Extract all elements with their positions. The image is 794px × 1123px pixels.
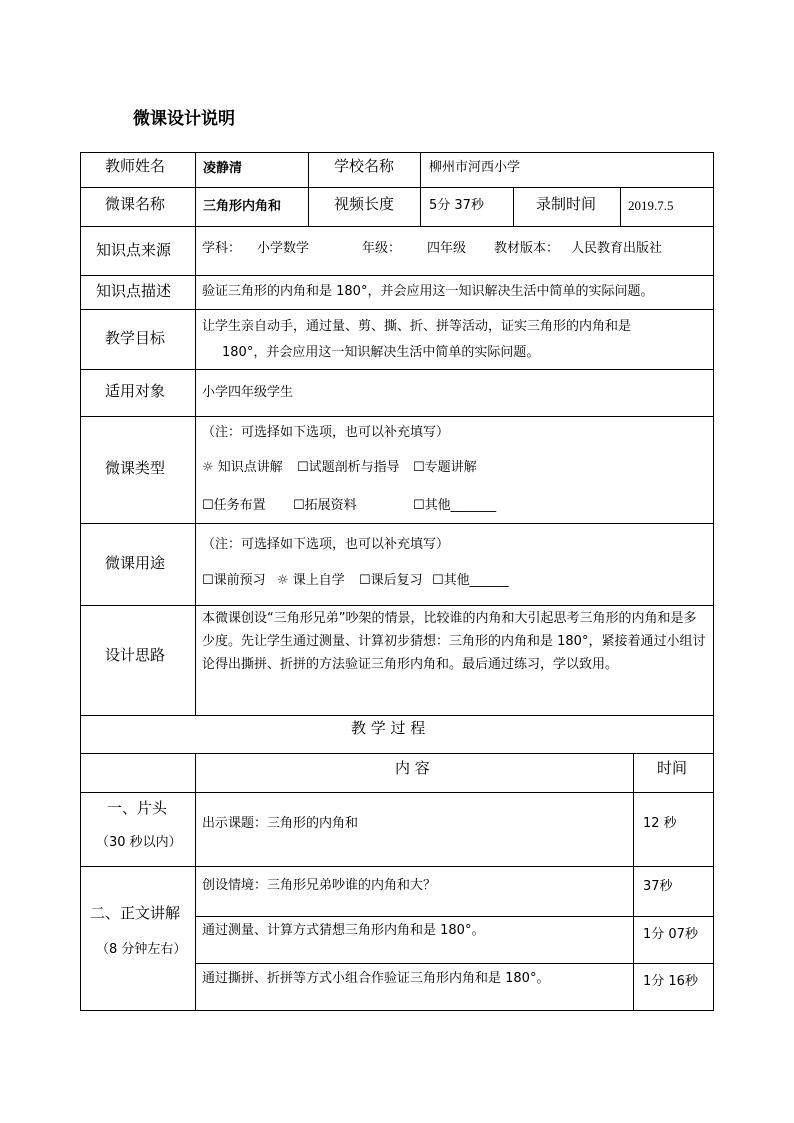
school-label: 学校名称: [334, 157, 395, 175]
usage-label: 微课用途: [105, 554, 166, 572]
type-option-extension[interactable]: ☐拓展资料: [293, 498, 357, 513]
length-value: 5分 37秒: [429, 198, 484, 213]
school-value: 柳州市河西小学: [429, 160, 521, 175]
length-label: 视频长度: [334, 195, 395, 213]
desc-value: 验证三角形的内角和是 180°，并会应用这一知识解决生活中简单的实际问题。: [202, 284, 654, 299]
section2-title: 二、正文讲解: [90, 904, 181, 922]
section2-row-1-time: 37秒: [643, 879, 673, 894]
subject-value: 小学数学: [257, 241, 310, 256]
design-label: 设计思路: [105, 646, 166, 664]
usage-option-other[interactable]: ☐其他______: [432, 573, 509, 588]
usage-option-self-study[interactable]: ☼ 课上自学: [277, 573, 345, 588]
type-option-task[interactable]: ☐任务布置: [202, 498, 266, 513]
target-value: 小学四年级学生: [202, 385, 294, 400]
desc-label: 知识点描述: [96, 282, 172, 300]
type-label: 微课类型: [105, 459, 166, 477]
section2-row-1-content: 创设情境：三角形兄弟吵谁的内角和大？: [202, 878, 437, 893]
section1-time: 12 秒: [643, 816, 677, 831]
section1-content: 出示课题：三角形的内角和: [202, 816, 359, 831]
type-option-exercise[interactable]: ☐试题剖析与指导: [297, 460, 400, 475]
design-text: 本微课创设“三角形兄弟”吵架的情景，比较谁的内角和大引起思考三角形的内角和是多少度。先让学生通过测量、计算初步猜想：三角形的内角和是 180°，紧接着通过小组讨论得出撕拼、折拼的方法验证三角形内角和。最后通过练习，学以致用。: [202, 611, 706, 672]
teacher-value: 凌静清: [203, 161, 243, 176]
col-content-header: 内 容: [395, 759, 430, 777]
textbook-value: 人民教育出版社: [571, 241, 663, 256]
section2-row-3-time: 1分 16秒: [643, 974, 698, 989]
section1-sub: （30 秒以内）: [96, 835, 182, 850]
grade-value: 四年级: [427, 241, 467, 256]
goal-label: 教学目标: [105, 329, 166, 347]
type-option-knowledge[interactable]: ☼ 知识点讲解: [202, 460, 283, 475]
teacher-label: 教师姓名: [105, 157, 166, 175]
lesson-value: 三角形内角和: [203, 199, 282, 214]
type-option-other[interactable]: ☐其他_______: [413, 498, 497, 513]
subject-key: 学科：: [202, 241, 242, 256]
source-label: 知识点来源: [96, 241, 172, 259]
section1-title: 一、片头: [107, 799, 168, 817]
usage-option-review[interactable]: ☐课后复习: [359, 573, 423, 588]
record-value: 2019.7.5: [628, 198, 674, 213]
goal-line-2: 180°，并会应用这一知识解决生活中简单的实际问题。: [222, 345, 540, 360]
target-label: 适用对象: [105, 382, 166, 400]
usage-note: （注：可选择如下选项，也可以补充填写）: [202, 537, 450, 552]
process-header: 教 学 过 程: [351, 719, 426, 737]
record-label: 录制时间: [536, 195, 597, 213]
section2-row-2-content: 通过测量、计算方式猜想三角形内角和是 180°。: [202, 923, 485, 938]
type-note: （注：可选择如下选项，也可以补充填写）: [202, 425, 450, 440]
col-time-header: 时间: [657, 759, 688, 777]
page-title: 微课设计说明: [133, 109, 235, 129]
section2-sub: （8 分钟左右）: [96, 942, 187, 957]
goal-line-1: 让学生亲自动手，通过量、剪、撕、折、拼等活动，证实三角形的内角和是: [202, 319, 632, 334]
type-option-topic[interactable]: ☐专题讲解: [413, 460, 477, 475]
textbook-key: 教材版本：: [494, 241, 560, 256]
lesson-label: 微课名称: [105, 195, 166, 213]
grade-key: 年级：: [362, 241, 402, 256]
usage-option-preview[interactable]: ☐课前预习: [202, 573, 266, 588]
section2-row-3-content: 通过撕拼、折拼等方式小组合作验证三角形内角和是 180°。: [202, 971, 550, 986]
section2-row-2-time: 1分 07秒: [643, 927, 698, 942]
